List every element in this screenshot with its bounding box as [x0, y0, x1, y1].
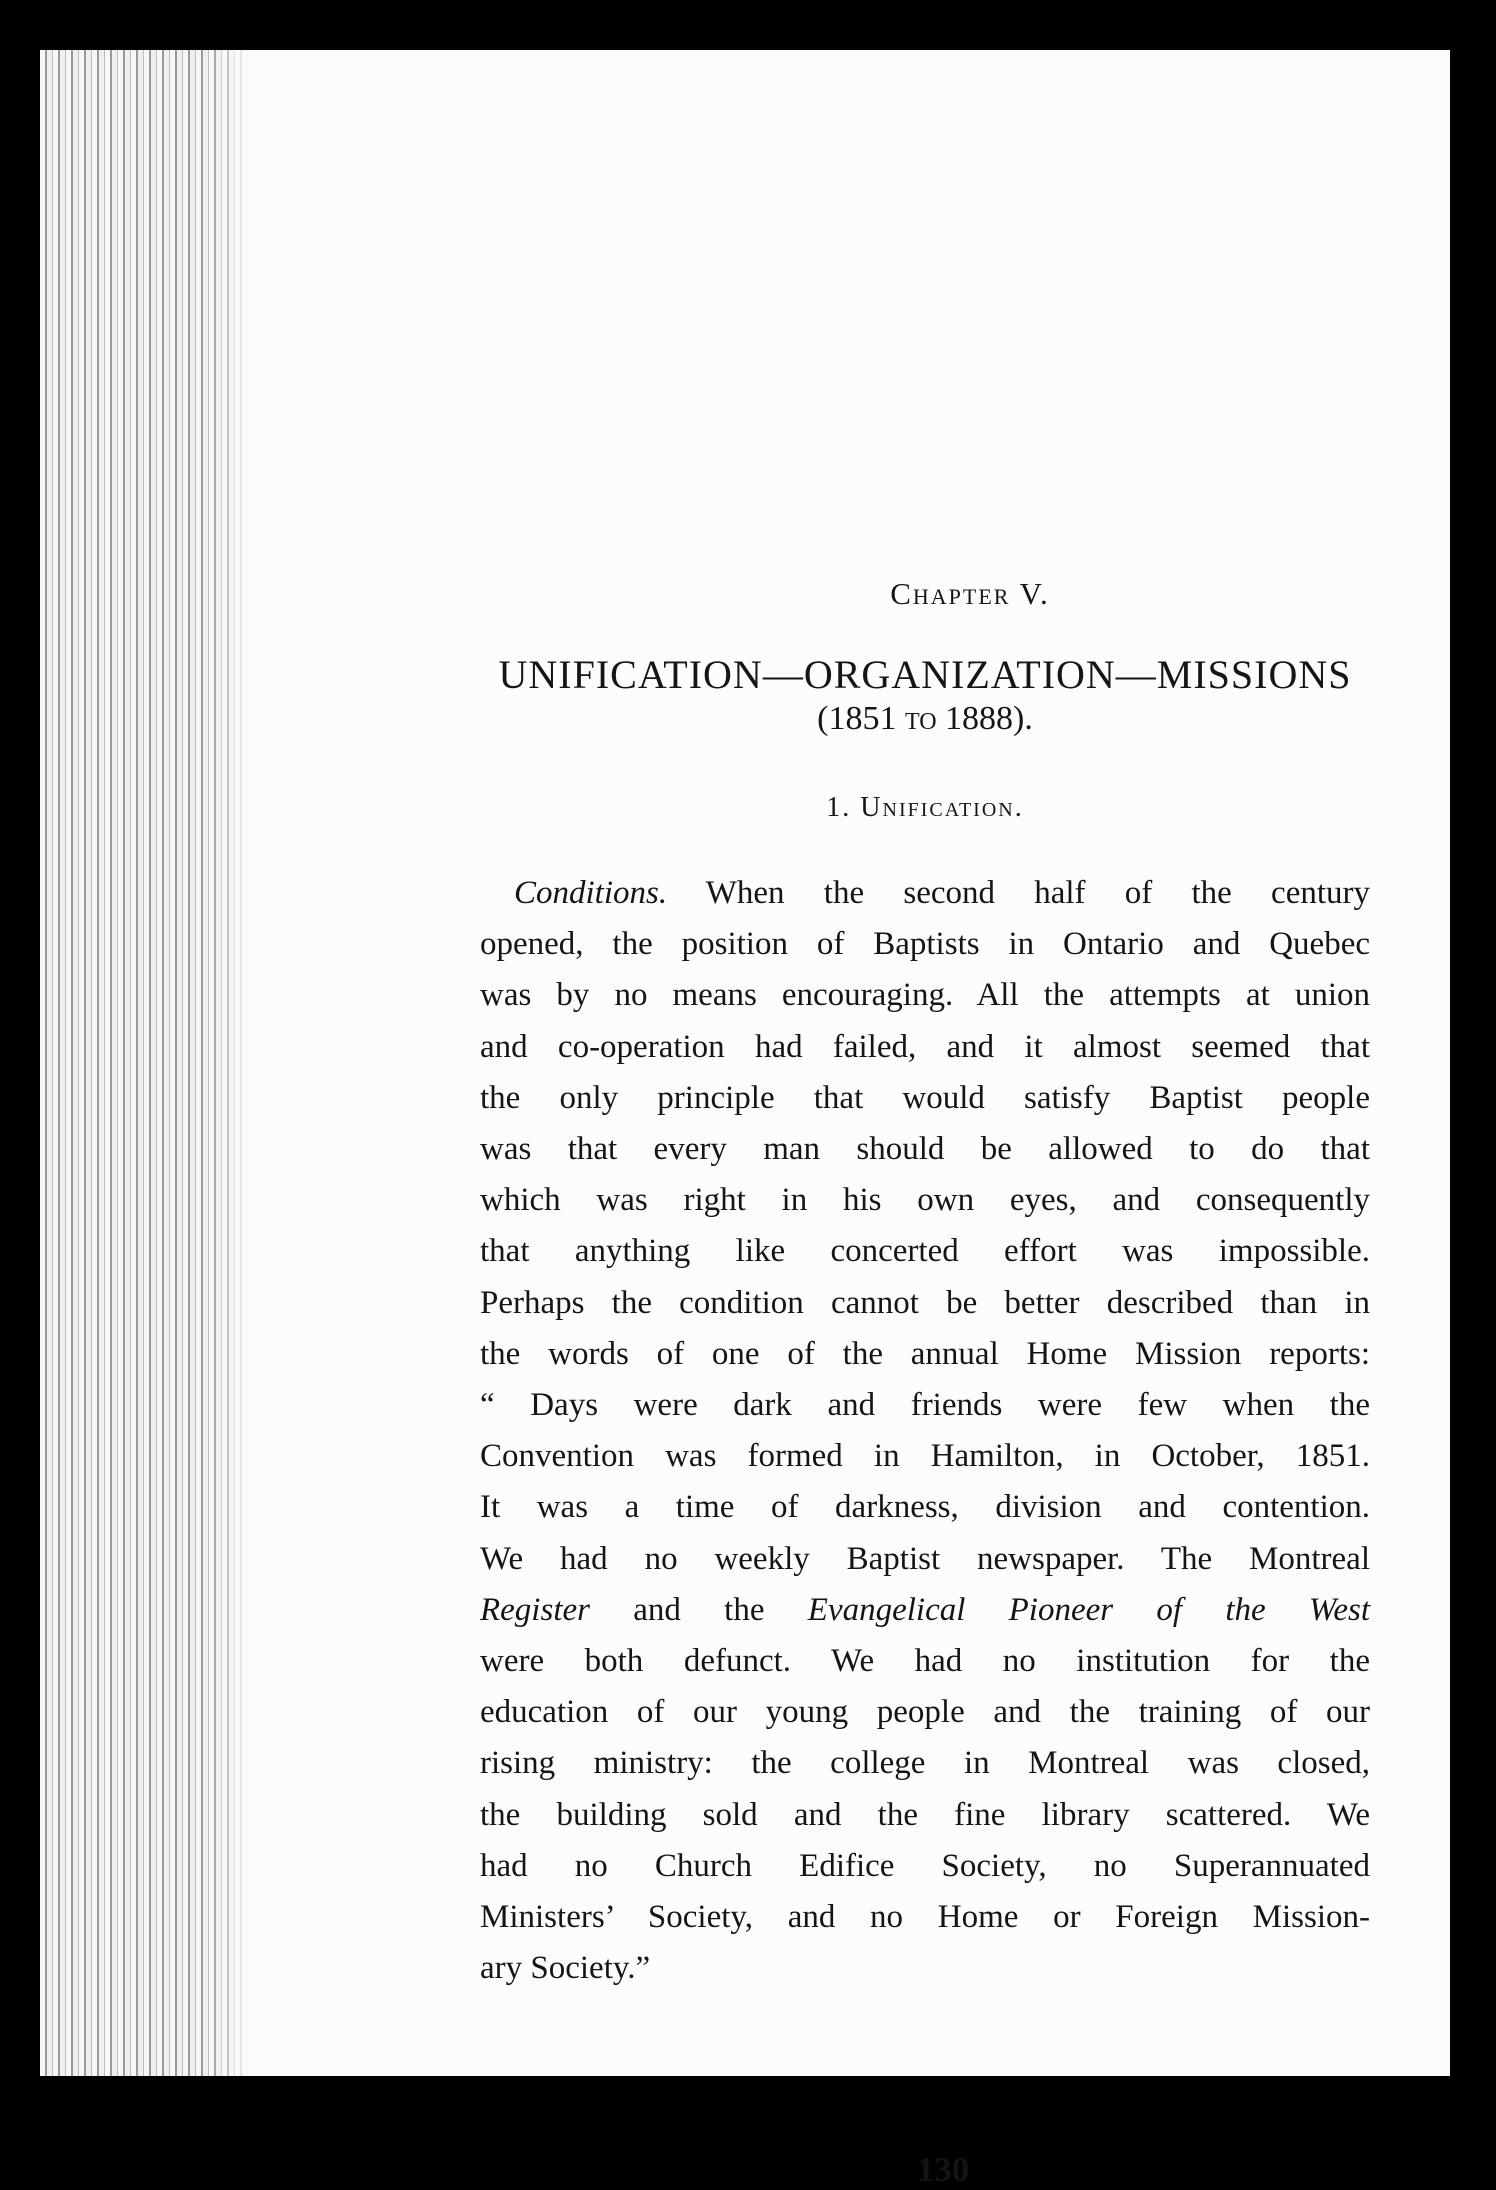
text-line: Convention was formed in Hamilton, in October, 1851.: [480, 1438, 1370, 1475]
chapter-title: UNIFICATION—ORGANIZATION—MISSIONS: [498, 652, 1352, 697]
body-paragraph: [480, 868, 1370, 1994]
text-line: and co-operation had failed, and it almost seemed that: [480, 1028, 1370, 1065]
text-line: opened, the position of Baptists in Ontario and Quebec: [480, 926, 1370, 963]
line-text: and the: [633, 1591, 765, 1628]
text-line: was that every man should be allowed to do that: [480, 1131, 1370, 1168]
page-number: 130: [916, 2150, 970, 2189]
text-line: the building sold and the fine library scattered. We: [480, 1796, 1370, 1833]
register-title: Register: [480, 1591, 590, 1628]
page-text: [480, 520, 1371, 2189]
text-line: [480, 868, 1370, 919]
text-line: which was right in his own eyes, and consequently: [480, 1182, 1370, 1219]
date-range: (1851 to 1888).: [817, 700, 1033, 737]
text-line: rising ministry: the college in Montreal was closed,: [480, 1745, 1370, 1782]
text-line: ary Society.”: [480, 1950, 651, 1987]
text-line: education of our young people and the training of our: [480, 1694, 1370, 1731]
text-line: Perhaps the condition cannot be better described than in: [480, 1284, 1370, 1321]
text-line: the words of one of the annual Home Mission reports:: [480, 1335, 1370, 1372]
lead-word: Conditions.: [514, 875, 668, 911]
line-text: When the second half of the century: [705, 875, 1371, 911]
chapter-heading: Chapter V.: [890, 576, 1050, 611]
text-line: “ Days were dark and friends were few when the: [480, 1387, 1370, 1424]
text-line: Ministers’ Society, and no Home or Foreign Mission-: [480, 1899, 1370, 1936]
text-line: It was a time of darkness, division and contention.: [480, 1489, 1370, 1526]
text-line: the only principle that would satisfy Baptist people: [480, 1079, 1370, 1116]
text-line: was by no means encouraging. All the attempts at union: [480, 977, 1370, 1014]
text-line: were both defunct. We had no institution for the: [480, 1643, 1370, 1680]
text-line: [480, 1585, 1370, 1636]
evangelical-pioneer-title: Evangelical Pioneer of the West: [807, 1591, 1371, 1628]
text-line: We had no weekly Baptist newspaper. The Montreal: [480, 1540, 1370, 1577]
text-line: had no Church Edifice Society, no Superannuated: [480, 1847, 1370, 1884]
text-line: that anything like concerted effort was impossible.: [480, 1233, 1370, 1270]
book-page: [250, 50, 1450, 2189]
page-edges: [40, 50, 250, 2076]
section-heading: 1. Unification.: [826, 792, 1024, 823]
